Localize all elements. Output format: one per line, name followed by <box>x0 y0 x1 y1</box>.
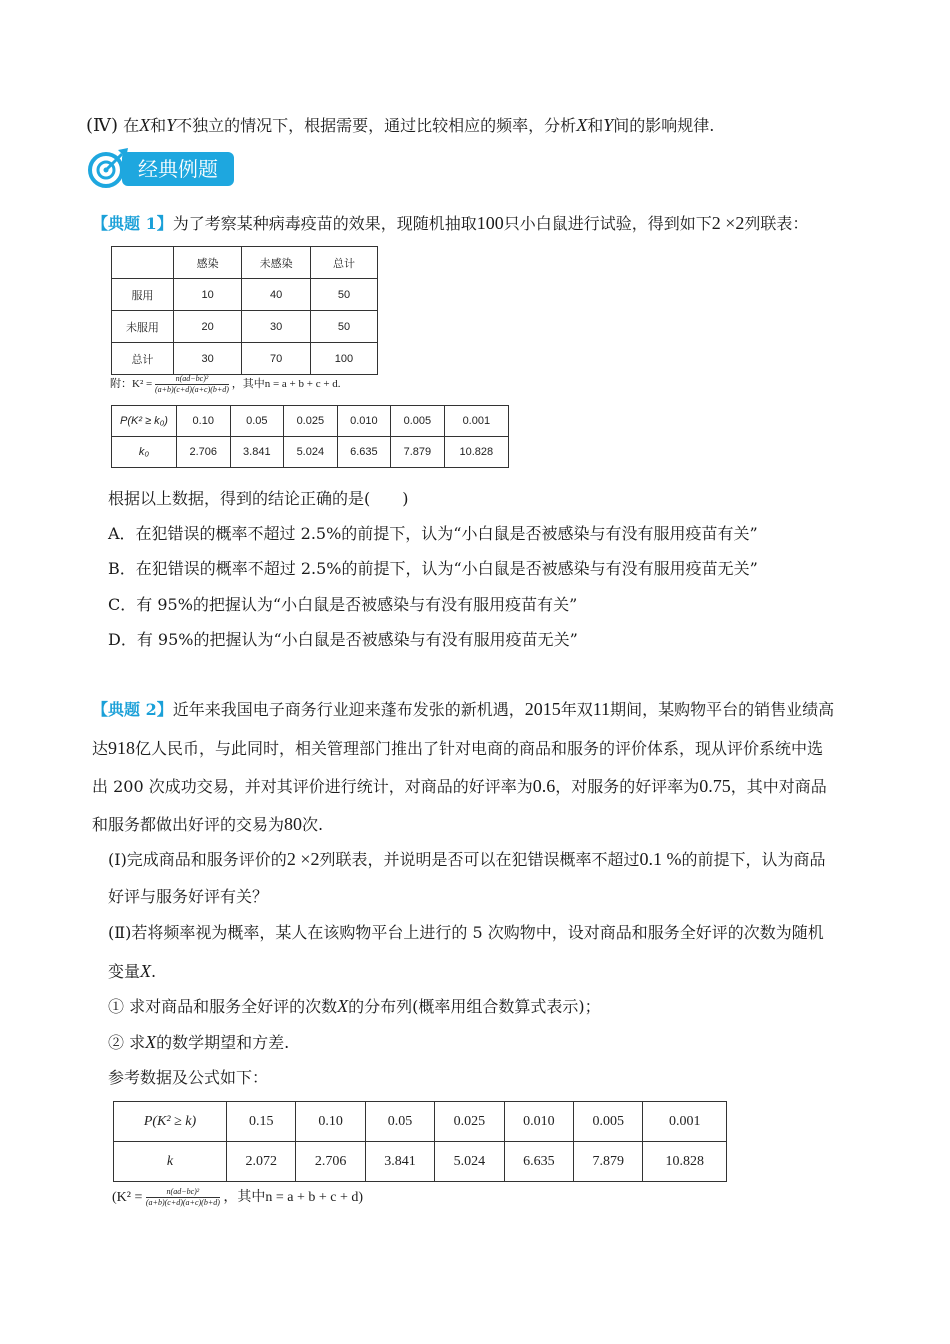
example2-q2-cont: 变量X. <box>108 961 157 981</box>
table-row: 感染 未感染 总计 <box>112 247 378 279</box>
table-row: 未服用 20 30 50 <box>112 311 378 343</box>
formula-fraction: $\frac{\text{n(ad−bc)²}}{(a+b)(c+d)(a+c)(b+d)}$ <box>145 1187 220 1208</box>
example1-formula: 附：K² = $\frac{\text{n(ad−bc)²}}{(a+b)(c+d)(a+c)(b+d)}$ ，其中n = a + b + c + d. <box>110 374 341 394</box>
formula-fraction: $\frac{\text{n(ad−bc)²}}{(a+b)(c+d)(a+c)(b+d)}$ <box>154 374 229 394</box>
table-row: P(K² ≥ k) 0.15 0.10 0.05 0.025 0.010 0.005 0.001 <box>114 1102 727 1142</box>
table-row: k₀ 2.706 3.841 5.024 6.635 7.879 10.828 <box>112 437 509 468</box>
example2-q2: (Ⅱ)若将频率视为概率，某人在该购物平台上进行的 5 次购物中，设对商品和服务全好评的次数为随机 <box>108 923 824 942</box>
intro-mark: (Ⅳ) <box>86 115 119 136</box>
example1-stem: 【典题 1】为了考察某种病毒疫苗的效果，现随机抽取100只小白鼠进行试验，得到如下2 ×2列联表： <box>92 213 809 233</box>
table-row: k 2.072 2.706 3.841 5.024 6.635 7.879 10.828 <box>114 1142 727 1182</box>
example2-q1: (Ⅰ)完成商品和服务评价的2 ×2列联表，并说明是否可以在犯错误概率不超过0.1 %的前提下，认为商品 <box>108 849 826 869</box>
table-row: 总计 30 70 100 <box>112 343 378 375</box>
option-a: A．在犯错误的概率不超过 2.5%的前提下，认为“小白鼠是否被感染与有没有服用疫苗有关” <box>108 524 758 543</box>
critical-value-table-2 <box>113 1101 727 1182</box>
contingency-table <box>111 246 378 375</box>
example2-q1-cont: 好评与服务好评有关？ <box>108 887 269 906</box>
example2-formula: (K² = $\frac{\text{n(ad−bc)²}}{(a+b)(c+d)(a+c)(b+d)}$ ，其中n = a + b + c + d) <box>112 1187 364 1208</box>
example2-line2: 达918亿人民币，与此同时，相关管理部门推出了针对电商的商品和服务的评价体系，现从评价系统中选 <box>92 738 824 758</box>
option-d: D．有 95%的把握认为“小白鼠是否被感染与有没有服用疫苗无关” <box>108 630 578 649</box>
table-row: P(K² ≥ k₀) 0.10 0.05 0.025 0.010 0.005 0.001 <box>112 406 509 437</box>
example2-tag: 【典题 2】 <box>92 700 173 719</box>
example2-sub2: ② 求X的数学期望和方差. <box>108 1032 290 1052</box>
banner-title: 经典例题 <box>122 152 234 186</box>
example2-line4: 和服务都做出好评的交易为80次. <box>92 814 324 834</box>
example2-line1: 【典题 2】近年来我国电子商务行业迎来蓬布发张的新机遇，2015年双11期间，某购物平台的销售业绩高 <box>92 699 835 719</box>
example2-sub1: ① 求对商品和服务全好评的次数X的分布列(概率用组合数算式表示)； <box>108 996 601 1016</box>
option-c: C．有 95%的把握认为“小白鼠是否被感染与有没有服用疫苗有关” <box>108 595 578 614</box>
critical-value-table-1 <box>111 405 509 468</box>
table-row: 服用 10 40 50 <box>112 279 378 311</box>
example2-line3: 出 200 次成功交易，并对其评价进行统计，对商品的好评率为0.6，对服务的好评率为0.75，其中对商品 <box>92 776 827 796</box>
intro-line: (Ⅳ) 在X和Y不独立的情况下，根据需要，通过比较相应的频率，分析X和Y间的影响规律. <box>86 115 715 136</box>
example2-ref: 参考数据及公式如下： <box>108 1068 269 1087</box>
example1-question: 根据以上数据，得到的结论正确的是( ) <box>108 489 409 508</box>
option-b: B．在犯错误的概率不超过 2.5%的前提下，认为“小白鼠是否被感染与有没有服用疫苗无关” <box>108 559 758 578</box>
example1-tag: 【典题 1】 <box>92 214 173 233</box>
